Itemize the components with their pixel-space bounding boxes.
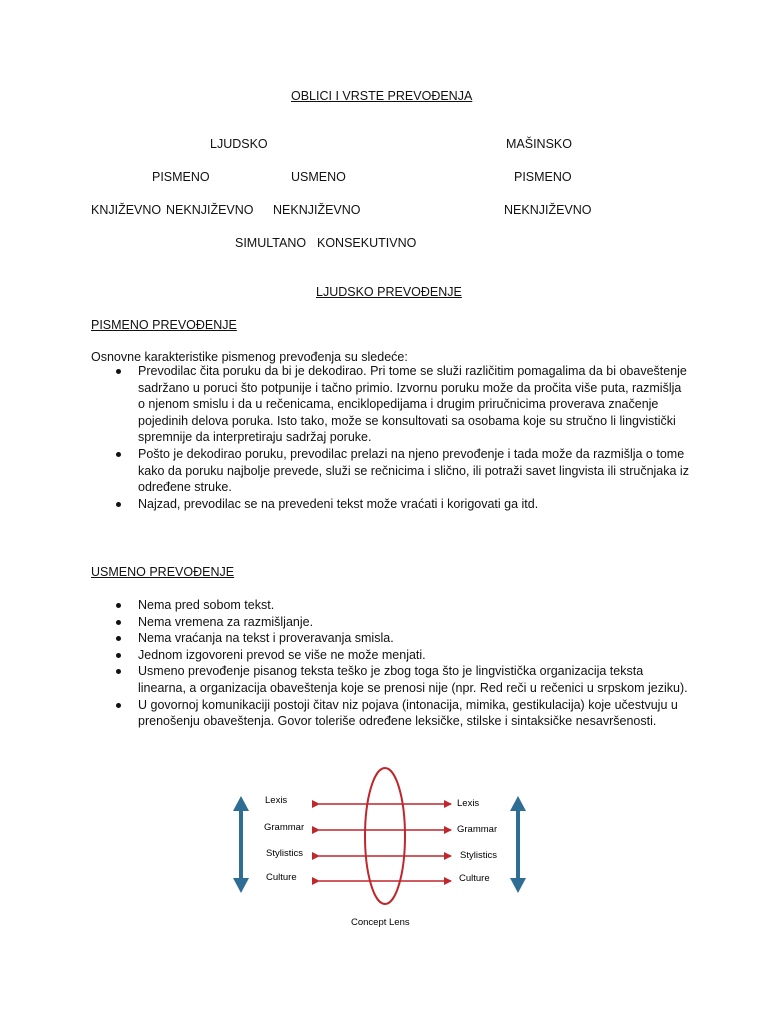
- figure-right-label: Stylistics: [460, 850, 497, 861]
- concept-lens-figure: [222, 763, 552, 933]
- list-item: Nema vraćanja na tekst i proveravanja smisla.: [91, 630, 691, 647]
- tree-simultano: SIMULTANO: [235, 236, 307, 250]
- pismeno-intro: Osnovne karakteristike pismenog prevođenja su sledeće:: [91, 350, 408, 364]
- figure-right-label: Culture: [459, 873, 490, 884]
- tree-ljudsko: LJUDSKO: [210, 137, 268, 151]
- usmeno-heading: USMENO PREVOĐENJE: [91, 565, 235, 579]
- tree-knjizevno: KNJIŽEVNO: [91, 203, 162, 217]
- right-double-arrow: [510, 796, 526, 893]
- list-item: Usmeno prevođenje pisanog teksta teško je zbog toga što je lingvistička organizacija teksta linearna, a organizacija obaveštenja koje se prenosi nije (npr. Red reči u rečenici u srpskom jeziku).: [91, 663, 691, 696]
- tree-masinsko: MAŠINSKO: [506, 137, 572, 151]
- tree-neknjizevno-1: NEKNJIŽEVNO: [166, 203, 254, 217]
- figure-left-label: Grammar: [264, 822, 305, 833]
- page-title: OBLICI I VRSTE PREVOĐENJA: [291, 89, 473, 103]
- list-item: Nema vremena za razmišljanje.: [91, 614, 691, 631]
- figure-right-label: Grammar: [457, 824, 498, 835]
- tree-usmeno: USMENO: [291, 170, 346, 184]
- section-title: LJUDSKO PREVOĐENJE: [316, 285, 462, 299]
- tree-neknjizevno-3: NEKNJIŽEVNO: [504, 203, 592, 217]
- usmeno-list: [91, 597, 691, 730]
- concept-lens-icon: [365, 768, 405, 904]
- list-item: Pošto je dekodirao poruku, prevodilac prelazi na njeno prevođenje i tada može da razmišlja o tome kako da poruku najbolje prevede, služi se rečnicima i slično, ili potraži savet lingvista ili stručnjaka iz određene struke.: [91, 446, 691, 496]
- figure-left-label: Culture: [266, 872, 297, 883]
- list-item: Nema pred sobom tekst.: [91, 597, 691, 614]
- tree-konsekutivno: KONSEKUTIVNO: [317, 236, 417, 250]
- pismeno-list: [91, 363, 691, 512]
- pismeno-heading: PISMENO PREVOĐENJE: [91, 318, 237, 332]
- tree-pismeno-left: PISMENO: [152, 170, 210, 184]
- figure-left-label: Stylistics: [266, 848, 303, 859]
- list-item: Najzad, prevodilac se na prevedeni tekst može vraćati i korigovati ga itd.: [91, 496, 691, 513]
- figure-right-label: Lexis: [457, 798, 480, 809]
- figure-caption: Concept Lens: [351, 917, 410, 928]
- figure-left-label: Lexis: [265, 795, 288, 806]
- tree-neknjizevno-2: NEKNJIŽEVNO: [273, 203, 361, 217]
- left-double-arrow: [233, 796, 249, 893]
- double-arrow-lines: [319, 804, 451, 881]
- list-item: U govornoj komunikaciji postoji čitav niz pojava (intonacija, mimika, gestikulacija) koje učestvuju u prenošenju obaveštenja. Govor toleriše određene leksičke, stilske i sintaksičke nesavršenosti.: [91, 697, 691, 730]
- list-item: Jednom izgovoreni prevod se više ne može menjati.: [91, 647, 691, 664]
- tree-pismeno-right: PISMENO: [514, 170, 572, 184]
- list-item: Prevodilac čita poruku da bi je dekodirao. Pri tome se služi različitim pomagalima da bi obaveštenje sadržano u poruci što potpunije i tačno primio. Izvornu poruku može da pročita više puta, razmišlja o njenom smislu i da u rečenicama, enciklopedijama i drugim priručnicima proverava značenje pojedinih delova poruka. Isto tako, može se konsultovati sa osobama koje su stručno li lingvistički spremnije da interpretiraju sadržaj poruke.: [91, 363, 691, 446]
